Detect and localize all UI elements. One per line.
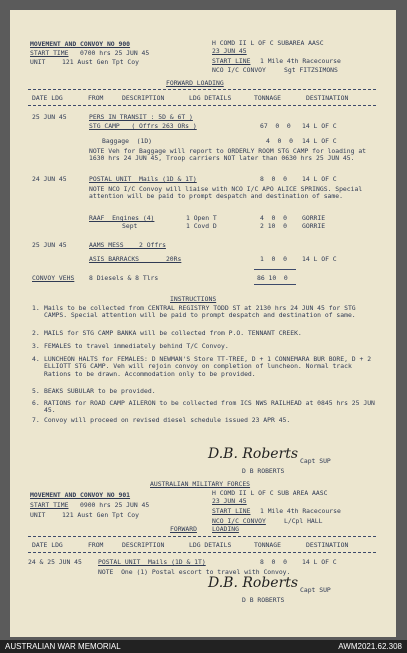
instruction-number: 4. [32, 355, 40, 363]
row-date: 25 JUN 45 [32, 241, 67, 249]
instruction-text: BEAKS SUBULAR to be provided. [44, 387, 156, 395]
instruction-number: 6. [32, 399, 40, 407]
col-header-ldg-details: LDG DETAILS [189, 541, 232, 549]
row-destination: 14 L OF C [302, 122, 337, 130]
row-tonnage: 4 0 0 [266, 137, 293, 145]
signature-rank: Capt SUP [300, 457, 331, 465]
instruction-text: Convoy will proceed on revised diesel schedule issued 23 APR 45. [44, 416, 291, 424]
doc2-start-line: 1 Mile 4th Racecourse [260, 507, 341, 515]
doc2-hq-line: H COMD II L OF C SUB AREA AASC [212, 489, 328, 497]
instruction-number: 2. [32, 329, 40, 337]
col-header-tonnage: TONNAGE [254, 541, 281, 549]
footer-institution: AUSTRALIAN WAR MEMORIAL [5, 642, 121, 651]
row-tonnage: 4 0 0 [260, 214, 287, 222]
row-destination: GORRIE [302, 214, 326, 222]
doc1-unit-label: UNIT [30, 58, 46, 66]
doc1-start-time-label: START TIME [30, 49, 69, 57]
note-postal-escort: NOTE One (1) Postal escort to travel with Convoy. [98, 568, 291, 576]
instruction-text: FEMALES to travel immediately behind T/C Convoy. [44, 342, 229, 350]
doc1-nco: Sgt FITZSIMONS [284, 66, 338, 74]
doc2-section-heading: FORWARD [170, 525, 197, 533]
doc1-section-heading: FORWARD LOADING [166, 79, 224, 87]
instruction-number: 7. [32, 416, 40, 424]
row-description: POSTAL UNIT Mails (1D & 1T) [89, 175, 197, 183]
col-header-from: FROM [88, 541, 104, 549]
row-tonnage: 8 0 0 [260, 175, 287, 183]
footer-accession-number: AWM2021.62.308 [338, 642, 402, 651]
note-baggage: NOTE Veh for Baggage will report to ORDERLY ROOM STG CAMP for loading at 1630 hrs 24 JUN 45, Troop carriers NOT later than 0630 hrs 25 JUN 45. [89, 147, 367, 163]
instruction-number: 3. [32, 342, 40, 350]
row-tonnage: 1 0 0 [260, 255, 287, 263]
row-description: AAMS MESS 2 Offrs [89, 241, 166, 249]
row-date: 25 JUN 45 [32, 113, 67, 121]
doc2-title: MOVEMENT AND CONVOY NO 901 [30, 491, 131, 499]
row-destination: 14 L OF C [302, 255, 337, 263]
divider [28, 536, 376, 537]
instruction-number: 1. [32, 304, 40, 312]
doc1-unit: 121 Aust Gen Tpt Coy [62, 58, 139, 66]
row-ldg-details: 1 Covd D [186, 222, 217, 230]
row-description: Baggage (1D) [102, 137, 153, 145]
col-header-destination: DESTINATION [306, 541, 349, 549]
doc2-start-time-label: START TIME [30, 501, 69, 509]
row-description: ASIS BARRACKS 20Rs [89, 255, 182, 263]
doc1-title: MOVEMENT AND CONVOY NO 900 [30, 40, 131, 48]
total-rule [254, 269, 296, 270]
doc2-start-line-label: START LINE [212, 507, 251, 515]
doc1-date-line: 23 JUN 45 [212, 47, 247, 55]
row-description: PERS IN TRANSIT : 5D & 6T ) [89, 113, 193, 121]
col-header-description: DESCRIPTION [122, 94, 165, 102]
row-destination: 14 L OF C [302, 137, 337, 145]
row-date: 24 JUN 45 [32, 175, 67, 183]
col-header-ldg-details: LDG DETAILS [189, 94, 232, 102]
doc2-unit: 121 Aust Gen Tpt Coy [62, 511, 139, 519]
row-description: RAAF Engines (4) [89, 214, 155, 222]
signature-rank: Capt SUP [300, 586, 331, 594]
col-header-description: DESCRIPTION [122, 541, 165, 549]
doc2-start-time: 0900 hrs 25 JUN 45 [80, 501, 150, 509]
row-description: Sept [122, 222, 138, 230]
signature-name: D B ROBERTS [242, 467, 285, 475]
col-header-destination: DESTINATION [306, 94, 349, 102]
row-tonnage: 67 0 0 [260, 122, 291, 130]
instruction-text: MAILS for STG CAMP BANKA will be collected from P.O. TENNANT CREEK. [44, 329, 302, 337]
doc2-section-heading: LOADING [212, 525, 239, 533]
row-destination: GORRIE [302, 222, 326, 230]
row-tonnage: 2 10 0 [260, 222, 287, 230]
signature: D.B. Roberts [208, 446, 299, 462]
convoy-vehs: 8 Diesels & 8 Tlrs [89, 274, 159, 282]
row-ldg-details: 1 Open T [186, 214, 217, 222]
total-rule [254, 284, 296, 285]
doc2-nco-label: NCO I/C CONVOY [212, 517, 266, 525]
divider [28, 89, 376, 90]
col-header-from: FROM [88, 94, 104, 102]
doc1-hq-line: H COMD II L OF C SUBAREA AASC [212, 39, 324, 47]
row-date: 24 & 25 JUN 45 [28, 558, 82, 566]
convoy-vehs-label: CONVOY VEHS [32, 274, 75, 282]
signature-name: D B ROBERTS [242, 596, 285, 604]
col-header-tonnage: TONNAGE [254, 94, 281, 102]
instruction-text: RATIONS for ROAD CAMP AILERON to be collected from ICS NWS RAILHEAD at 0845 hrs 25 JUN 45. [44, 399, 375, 415]
row-destination: 14 L OF C [302, 558, 337, 566]
doc2-date-line: 23 JUN 45 [212, 497, 247, 505]
note-postal: NOTE NCO I/C Convoy will liaise with NCO I/C APO ALICE SPRINGS. Special attention will be paid to prompt despatch and destination of same. [89, 185, 363, 201]
row-description: POSTAL UNIT Mails (1D & 1T) [98, 558, 206, 566]
row-description: STG CAMP ( Offrs 263 ORs ) [89, 122, 197, 130]
col-header-date: DATE LDG [32, 94, 63, 102]
row-destination: 14 L OF C [302, 175, 337, 183]
instructions-heading: INSTRUCTIONS [170, 295, 217, 303]
row-tonnage: 8 0 0 [260, 558, 287, 566]
tonnage-total: 86 10 0 [257, 274, 288, 282]
doc2-nco: L/Cpl HALL [284, 517, 323, 525]
divider [28, 105, 376, 106]
archive-footer [0, 640, 407, 653]
doc1-nco-label: NCO I/C CONVOY [212, 66, 266, 74]
signature: D.B. Roberts [208, 575, 299, 591]
instruction-text: Mails to be collected from CENTRAL REGISTRY TODD ST at 2130 hrs 24 JUN 45 for STG CAMPS. Special attention will be paid to prompt despatch and destination of same. [44, 304, 356, 320]
doc1-start-line: 1 Mile 4th Racecourse [260, 57, 341, 65]
instruction-text: LUNCHEON HALTS for FEMALES: D NEWMAN'S Store TT-TREE, D + 1 CONNEMARA BUR BORE, D + 2 ELLIOTT STG CAMP. Veh will rejoin convoy on completion of luncheon. Normal track Rations to be drawn. Accommodation only to be provided. [44, 355, 372, 378]
doc1-start-line-label: START LINE [212, 57, 251, 65]
document-sheet [10, 10, 396, 637]
doc2-unit-label: UNIT [30, 511, 46, 519]
instruction-number: 5. [32, 387, 40, 395]
doc2-org: AUSTRALIAN MILITARY FORCES [150, 480, 251, 488]
doc1-start-time: 0700 hrs 25 JUN 45 [80, 49, 150, 57]
divider [28, 552, 376, 553]
col-header-date: DATE LDG [32, 541, 63, 549]
